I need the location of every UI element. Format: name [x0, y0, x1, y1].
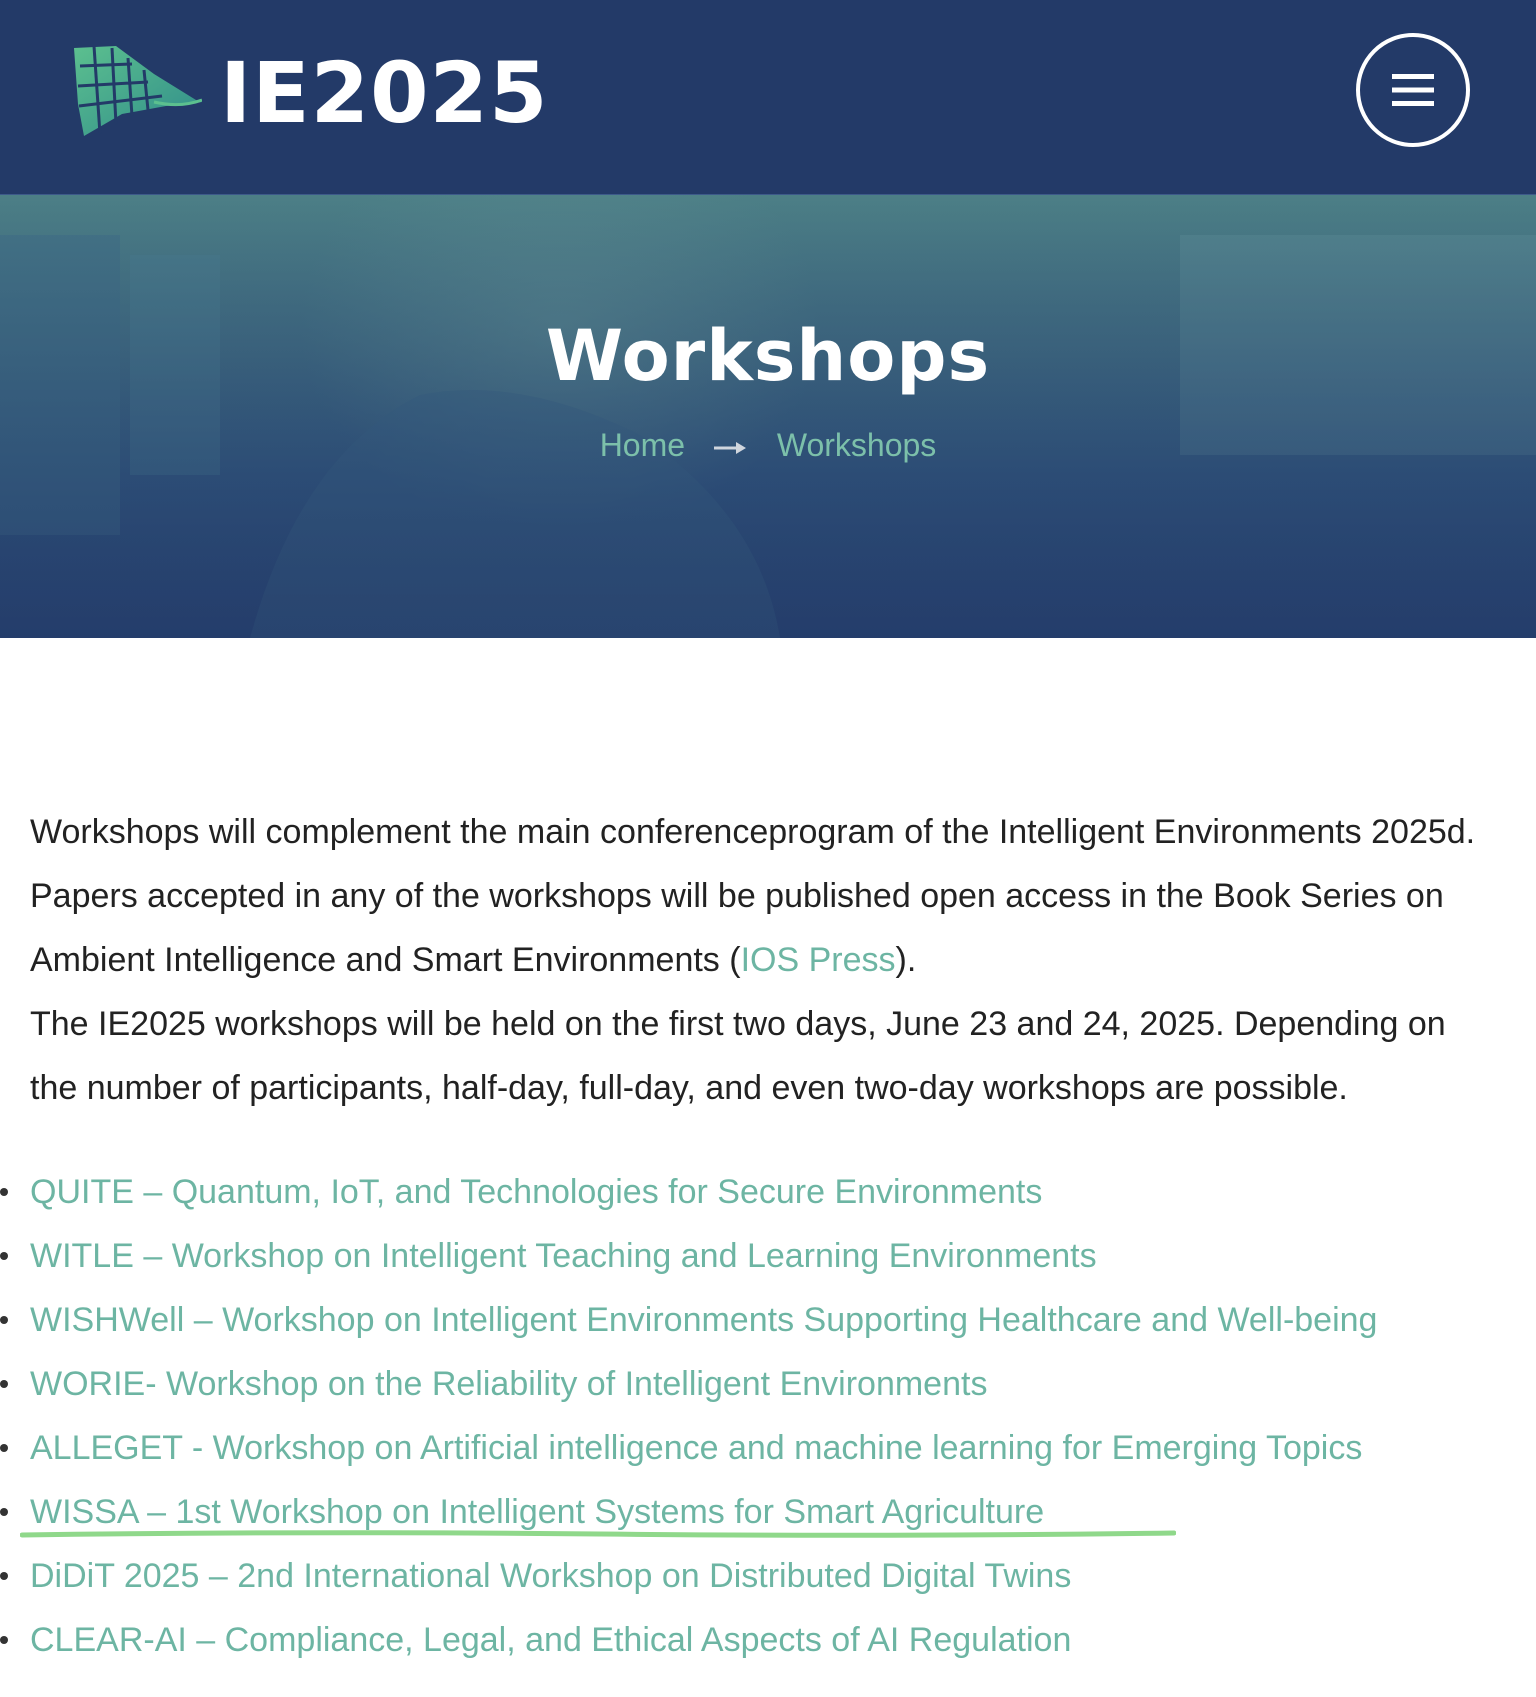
list-item: [0, 1544, 1530, 1608]
intro-paragraph: [30, 800, 1500, 1120]
workshop-link-witle[interactable]: WITLE – Workshop on Intelligent Teaching and Learning Environments: [30, 1237, 1097, 1275]
highlight-underline-mark: [20, 1528, 1176, 1540]
workshop-link-wissa[interactable]: WISSA – 1st Workshop on Intelligent Systems for Smart Agriculture: [30, 1493, 1045, 1531]
hero-banner: [0, 195, 1536, 638]
bullet-icon: [0, 1316, 8, 1324]
intro-text: Workshops will complement the main conferenceprogram of the Intelligent Environments 2025d. Papers accepted in any of the workshops will be published open access in the Book Series on Ambient Intelligence and Smart Environments (: [30, 813, 1476, 979]
main-content: [30, 800, 1500, 1120]
bullet-icon: [0, 1636, 8, 1644]
bullet-icon: [0, 1252, 8, 1260]
bullet-icon: [0, 1572, 8, 1580]
intro-text-end: ).: [895, 941, 917, 979]
page-title: Workshops: [545, 315, 991, 397]
workshop-link-didit[interactable]: DiDiT 2025 – 2nd International Workshop on Distributed Digital Twins: [30, 1557, 1072, 1595]
ios-press-link[interactable]: IOS Press: [740, 941, 896, 979]
site-logo[interactable]: [70, 44, 548, 142]
hero-background-photo: [0, 195, 1536, 638]
list-item: [0, 1288, 1530, 1352]
logo-mark-icon: [70, 44, 202, 142]
list-item: [0, 1416, 1530, 1480]
breadcrumb-current-link[interactable]: Workshops: [776, 427, 937, 463]
workshop-link-wishwell[interactable]: WISHWell – Workshop on Intelligent Environments Supporting Healthcare and Well-being: [30, 1301, 1378, 1339]
list-item: [0, 1224, 1530, 1288]
workshop-link-clear-ai[interactable]: CLEAR-AI – Compliance, Legal, and Ethical Aspects of AI Regulation: [30, 1621, 1072, 1659]
list-item: [0, 1608, 1530, 1672]
dates-text: The IE2025 workshops will be held on the first two days, June 23 and 24, 2025. Depending on the number of participants, half-day, full-day, and even two-day workshops are possible.: [30, 1005, 1446, 1107]
workshop-link-quite[interactable]: QUITE – Quantum, IoT, and Technologies for Secure Environments: [30, 1173, 1043, 1211]
breadcrumb-home-link[interactable]: Home: [599, 427, 686, 463]
site-header: [0, 0, 1536, 195]
hamburger-menu-icon: [1392, 72, 1434, 108]
bullet-icon: [0, 1508, 8, 1516]
list-item: [0, 1160, 1530, 1224]
workshop-link-worie[interactable]: WORIE- Workshop on the Reliability of Intelligent Environments: [30, 1365, 988, 1403]
arrow-right-icon: [714, 440, 748, 456]
bullet-icon: [0, 1444, 8, 1452]
menu-button[interactable]: [1356, 33, 1470, 147]
logo-text: IE2025: [220, 44, 549, 142]
bullet-icon: [0, 1380, 8, 1388]
bullet-icon: [0, 1188, 8, 1196]
breadcrumb: [0, 427, 1536, 464]
workshop-list: [0, 1160, 1530, 1672]
workshop-link-alleget[interactable]: ALLEGET - Workshop on Artificial intelligence and machine learning for Emerging Topics: [30, 1429, 1363, 1467]
list-item: [0, 1352, 1530, 1416]
